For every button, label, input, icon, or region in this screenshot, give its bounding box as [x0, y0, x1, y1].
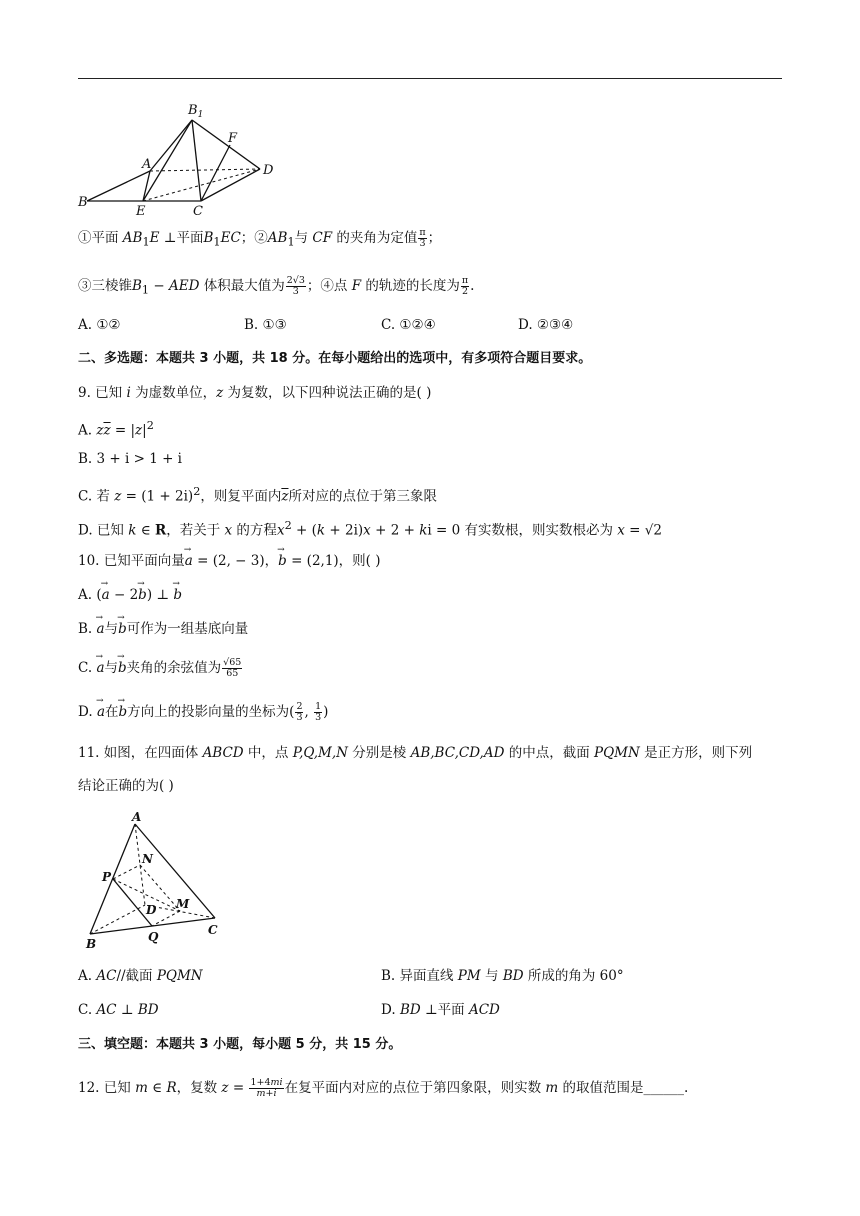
header-rule [78, 78, 782, 79]
q11-stem-line1: 11. 如图，在四面体 ABCD 中，点 P,Q,M,N 分别是棱 AB,BC,CD,AD 的中点，截面 PQMN 是正方形，则下列 [78, 745, 753, 761]
q10-option-b[interactable]: B. → a与→ b可作为一组基底向量 [78, 619, 248, 639]
q10-option-c[interactable]: C. → a与→ b夹角的余弦值为 $\frac{√65}{65}$ [78, 658, 243, 679]
q10-option-d[interactable]: D. → a在→ b方向上的投影向量的坐标为( $\frac{2}{3}$ , $\frac{1}{3}$ ) [78, 702, 328, 723]
q8-statement-1: ①平面 $AB_1E$ ⊥平面$B_1EC$；$②AB_1$与 CF 的夹角为定值 $\frac{\pi}{3}$ ； [78, 227, 442, 249]
q9-option-c[interactable]: C. 若 $z = (1 + 2i)^2$，则复平面内$\overline{z}$所对应的点位于第三象限 [78, 485, 437, 505]
q8-statement-2: ③三棱锥$B_1$ − AED 体积最大值为 $\frac{2√3}{3}$ ；④点 F 的轨迹的长度为 $\frac{\pi}{2}$ . [78, 275, 475, 297]
label-B1: $B_1$ [188, 103, 204, 120]
q8-option-a[interactable]: A. ①② [78, 317, 121, 333]
section-3-heading: 三、填空题：本题共 3 小题，每小题 5 分，共 15 分。 [78, 1037, 402, 1052]
dashed-E-D [143, 169, 260, 201]
label-C: C [193, 204, 203, 219]
q9-option-b[interactable]: B. 3 + i > 1 + i [78, 451, 182, 467]
q11-stem-line2: 结论正确的为( ) [78, 778, 174, 794]
label-B: B [86, 937, 97, 951]
edge-B1-C [192, 120, 201, 201]
q10-stem: 10. 已知平面向量→ a = (2, − 3)，→ b = (2,1)，则( ) [78, 551, 381, 571]
edge-B1-D [192, 120, 260, 169]
q11-option-d[interactable]: D. BD ⊥平面 ACD [381, 1002, 500, 1018]
dashed-A-D [150, 169, 260, 171]
q8-option-d[interactable]: D. ②③④ [518, 317, 574, 333]
q9-option-d[interactable]: D. 已知 k ∈ R，若关于 x 的方程$x^2 + (k + 2i)x + 2$ + ki = 0 有实数根，则实数根必为 x = √2 [78, 519, 662, 539]
dashed-B-D [90, 905, 145, 934]
label-B: B [78, 195, 88, 210]
section-2-heading: 二、多选题：本题共 3 小题，共 18 分。在每小题给出的选项中，有多项符合题目要求。 [78, 351, 592, 366]
label-A: A [132, 810, 142, 824]
q8-option-c[interactable]: C. ①②④ [381, 317, 436, 333]
q9-option-a[interactable]: A. $z\overline{z} = |z|^2$ [78, 419, 154, 439]
tetrahedron-figure [80, 810, 230, 950]
label-E: E [136, 204, 146, 219]
label-D: D [146, 903, 157, 917]
answer-blank[interactable]: ______ [643, 1080, 684, 1096]
edge-A-E [143, 171, 150, 201]
edge-A-B [90, 824, 135, 934]
q12-stem: 12. 已知 m ∈ R，复数 z = $\frac{1+4mi}{m+i}$ 在复平面内对应的点位于第四象限，则实数 m 的取值范围是______. [78, 1077, 689, 1099]
q9-stem: 9. 已知 i 为虚数单位，z 为复数，以下四种说法正确的是( ) [78, 385, 432, 401]
label-Q: Q [148, 930, 159, 944]
label-A: A [142, 157, 152, 172]
q11-option-c[interactable]: C. AC ⊥ BD [78, 1002, 159, 1018]
edge-B1-A [150, 120, 192, 171]
q8-option-b[interactable]: B. ①③ [244, 317, 287, 333]
pyramid-figure [78, 100, 288, 220]
label-F: F [228, 131, 238, 146]
label-M: M [176, 897, 190, 911]
label-P: P [102, 870, 112, 884]
q11-option-a[interactable]: A. AC//截面 PQMN [78, 968, 203, 984]
label-N: N [142, 852, 153, 866]
label-D: D [263, 163, 274, 178]
q10-option-a[interactable]: A. (→ a − 2→ b) ⊥ → b [78, 585, 182, 605]
edge-B-A [87, 171, 150, 201]
q11-option-b[interactable]: B. 异面直线 PM 与 BD 所成的角为 60° [381, 968, 624, 984]
label-C: C [208, 923, 218, 937]
